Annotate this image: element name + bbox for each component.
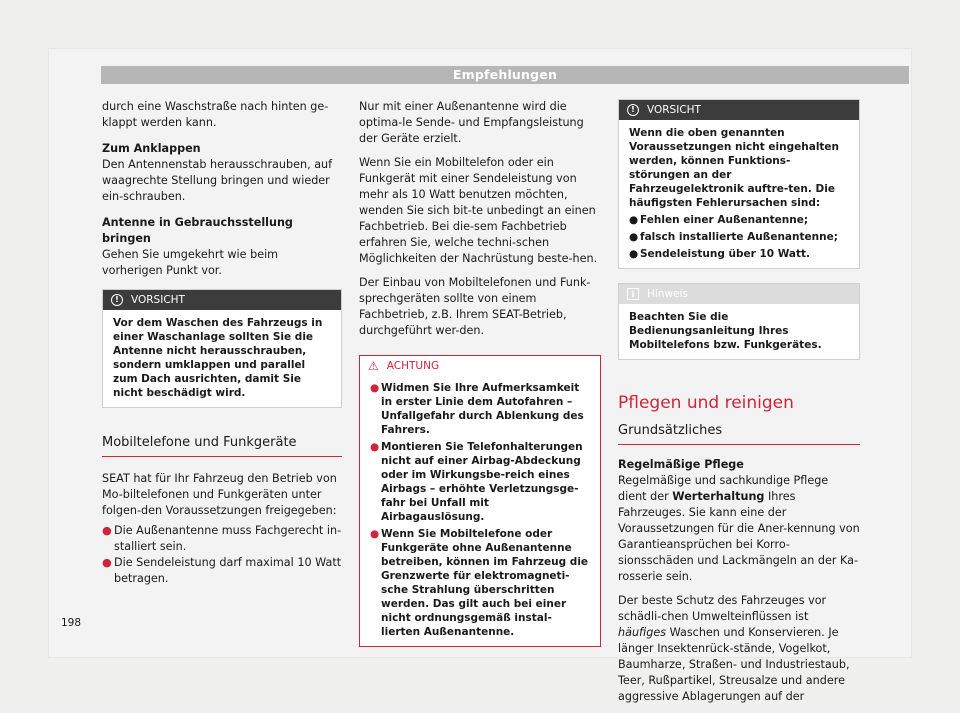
column-middle bbox=[359, 99, 601, 647]
warning-label: ACHTUNG bbox=[386, 360, 440, 372]
caution-icon: ! bbox=[111, 294, 123, 306]
caution-text: Wenn die oben genannten Voraussetzungen nicht eingehalten werden, können Funktions-störungen an der Fahrzeugelektronik auftre-ten. Die häufigsten Fehlerursachen sind: bbox=[629, 127, 840, 209]
list-item bbox=[102, 523, 342, 555]
caution-item-text: Sendeleistung über 10 Watt. bbox=[640, 248, 811, 260]
paragraph bbox=[618, 593, 860, 705]
bullet-icon: ● bbox=[629, 214, 639, 226]
bullet-icon: ● bbox=[629, 231, 639, 243]
warning-box bbox=[359, 355, 601, 647]
text-run: Regelmäßige und sachkundige Pflege dient der bbox=[618, 474, 829, 503]
caution-body bbox=[619, 120, 859, 268]
caution-icon: ! bbox=[627, 104, 639, 116]
paragraph: Wenn Sie ein Mobiltelefon oder ein Funkgerät mit einer Sendeleistung von mehr als 10 Watt benutzen möchten, wenden Sie sich bit-te unbedingt an einen Fachbetrieb. Bei die-sem Fachbetrieb erfahren Sie, welche techni-schen Möglichkeiten der Nachrüstung beste-hen. bbox=[359, 156, 598, 265]
paragraph: Der Einbau von Mobiltelefonen und Funk-sprechgeräten sollte von einem Fachbetrieb, z.B. Ihrem SEAT-Betrieb, durchgeführt wer-den. bbox=[359, 276, 591, 337]
caution-box bbox=[102, 289, 342, 408]
warning-triangle-icon: ⚠ bbox=[368, 359, 379, 373]
caution-item bbox=[629, 247, 849, 261]
paragraph: Nur mit einer Außenantenne wird die optima-le Sende- und Empfangsleistung der Geräte erzielt. bbox=[359, 100, 584, 145]
caution-box bbox=[618, 99, 860, 269]
caution-item-text: falsch installierte Außenantenne; bbox=[640, 231, 838, 243]
section-heading-mobiltelefone: Mobiltelefone und Funkgeräte bbox=[102, 434, 342, 457]
subheading-anklappen: Zum Anklappen bbox=[102, 142, 201, 155]
text-run: Ihres Fahrzeuges. Sie kann eine der Voraussetzungen für die Aner-kennung von Garantieansprüchen bei Korro-sionsschäden und Lackmängeln an der Ka-rosserie sein. bbox=[618, 490, 860, 583]
warning-item bbox=[370, 381, 590, 437]
caution-text: Vor dem Waschen des Fahrzeugs in einer Waschanlage sollten Sie die Antenne nicht herausschrauben, sondern umklappen und parallel zum Dach ausrichten, damit Sie nicht beschädigt wird. bbox=[113, 317, 323, 399]
caution-label: VORSICHT bbox=[131, 294, 185, 306]
paragraph bbox=[618, 473, 860, 585]
manual-page bbox=[49, 49, 911, 703]
text-run: Waschen und Konservieren. Je länger Insektenrück-stände, Vogelkot, Baumharze, Straßen- und Industriestaub, Teer, Rußpartikel, Streusalze und andere aggressive Ablagerungen auf der bbox=[618, 626, 850, 703]
paragraph: Gehen Sie umgekehrt wie beim vorherigen Punkt vor. bbox=[102, 248, 279, 277]
list-item-text: Die Sendeleistung darf maximal 10 Watt betragen. bbox=[114, 556, 342, 585]
column-right bbox=[618, 99, 860, 713]
hint-label: Hinweis bbox=[647, 288, 688, 300]
page-header: Empfehlungen bbox=[101, 66, 909, 84]
chapter-title: Pflegen und reinigen bbox=[618, 393, 794, 413]
caution-item bbox=[629, 213, 849, 227]
warning-item bbox=[370, 527, 590, 639]
text-run: Der beste Schutz des Fahrzeuges vor schädli-chen Umwelteinflüssen ist bbox=[618, 594, 827, 623]
bullet-icon: ● bbox=[102, 556, 112, 569]
warning-item-text: Wenn Sie Mobiltelefone oder Funkgeräte ohne Außenantenne betreiben, können im Fahrzeug die Grenzwerte für elektromagneti-sche Strahlung überschritten werden. Das gilt auch bei einer nicht ordnungsgemäß instal-lierten Außenantenne. bbox=[381, 528, 589, 638]
list-item-text: Die Außenantenne muss Fachgerecht in-stalliert sein. bbox=[114, 524, 342, 553]
warning-item-text: Widmen Sie Ihre Aufmerksamkeit in erster Linie dem Autofahren – Unfallgefahr durch Ablenkung des Fahrers. bbox=[381, 382, 584, 436]
bullet-icon: ● bbox=[102, 524, 112, 537]
paragraph: durch eine Waschstraße nach hinten ge-klappt werden kann. bbox=[102, 100, 329, 129]
caution-item-text: Fehlen einer Außenantenne; bbox=[640, 214, 809, 226]
emphasis-text: Werterhaltung bbox=[672, 490, 765, 503]
bullet-icon: ● bbox=[370, 441, 380, 453]
caution-item bbox=[629, 230, 849, 244]
caution-label: VORSICHT bbox=[647, 104, 701, 116]
info-icon: i bbox=[627, 288, 639, 300]
bullet-icon: ● bbox=[370, 528, 380, 540]
caution-header bbox=[619, 100, 859, 120]
section-heading-grundsaetzliches: Grundsätzliches bbox=[618, 422, 860, 445]
hint-header bbox=[619, 284, 859, 304]
subheading-gebrauchsstellung: Antenne in Gebrauchsstellung bringen bbox=[102, 216, 293, 245]
warning-header bbox=[360, 356, 600, 376]
warning-item-text: Montieren Sie Telefonhalterungen nicht auf einer Airbag-Abdeckung oder im Wirkungsbe-reich eines Airbags – erhöhte Verletzungsge-fahr bei Unfall mit Airbagauslösung. bbox=[381, 441, 583, 523]
list-item bbox=[102, 555, 342, 587]
paragraph: SEAT hat für Ihr Fahrzeug den Betrieb von Mo-biltelefonen und Funkgeräten unter folgen-den Voraussetzungen freigegeben: bbox=[102, 472, 337, 517]
hint-text: Beachten Sie die Bedienungsanleitung Ihres Mobiltelefons bzw. Funkgerätes. bbox=[629, 311, 822, 351]
page-number: 198 bbox=[61, 617, 82, 629]
column-left bbox=[102, 99, 342, 587]
bullet-icon: ● bbox=[629, 248, 639, 260]
caution-header bbox=[103, 290, 341, 310]
subheading-pflege: Regelmäßige Pflege bbox=[618, 458, 744, 471]
hint-box bbox=[618, 283, 860, 360]
emphasis-text: häufiges bbox=[618, 626, 667, 639]
paragraph: Den Antennenstab herausschrauben, auf waagrechte Stellung bringen und wieder ein-schrauben. bbox=[102, 158, 333, 203]
bullet-icon: ● bbox=[370, 382, 380, 394]
warning-item bbox=[370, 440, 590, 524]
warning-body bbox=[360, 376, 600, 646]
